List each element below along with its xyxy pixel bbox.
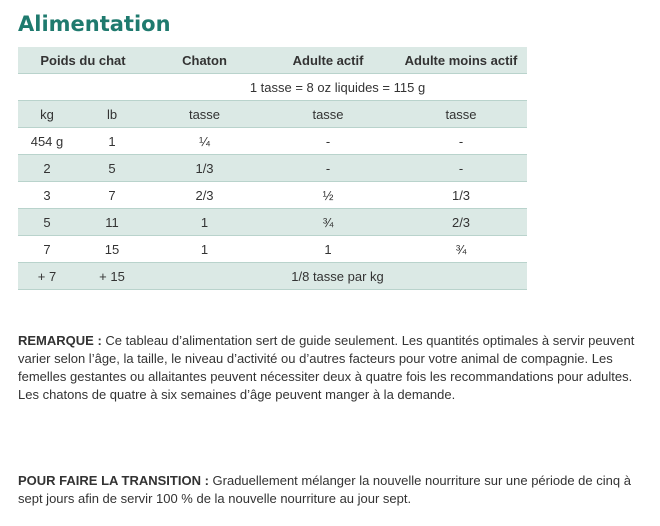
table-row: [18, 209, 527, 236]
cell-active: ¾: [261, 209, 395, 236]
unit-kg: kg: [18, 101, 76, 128]
header-active: Adulte actif: [261, 47, 395, 74]
cell-kg: 5: [18, 209, 76, 236]
cell-active: -: [261, 155, 395, 182]
unit-kitten: tasse: [148, 101, 261, 128]
conversion-note: 1 tasse = 8 oz liquides = 115 g: [148, 74, 527, 101]
remark-paragraph: [18, 332, 648, 404]
table-row: [18, 155, 527, 182]
table-row: [18, 236, 527, 263]
cell-kitten: 1: [148, 209, 261, 236]
cell-less-active: 2/3: [395, 209, 527, 236]
cell-amount-per-kg: 1/8 tasse par kg: [148, 263, 527, 290]
unit-lb: lb: [76, 101, 148, 128]
cell-kg: 2: [18, 155, 76, 182]
cell-less-active: ¾: [395, 236, 527, 263]
header-kitten: Chaton: [148, 47, 261, 74]
table-row: [18, 128, 527, 155]
feeding-table: [18, 47, 527, 290]
cell-less-active: 1/3: [395, 182, 527, 209]
cell-lb: 11: [76, 209, 148, 236]
cell-lb: + 15: [76, 263, 148, 290]
cell-lb: 7: [76, 182, 148, 209]
cell-kg: 3: [18, 182, 76, 209]
cell-lb: 15: [76, 236, 148, 263]
conversion-row: [18, 74, 527, 101]
remark-text: Ce tableau d’alimentation sert de guide seulement. Les quantités optimales à servir peuvent varier selon l’âge, la taille, le niveau d’activité ou d’autres facteurs pour votre animal de compagnie. Les femelles gestantes ou allaitantes peuvent nécessiter deux à quatre fois les recommandations pour adultes. Les chatons de quatre à six semaines d’âge peuvent manger à la demande.: [18, 333, 635, 402]
table-row: [18, 182, 527, 209]
remark-label: REMARQUE :: [18, 333, 102, 348]
cell-active: -: [261, 128, 395, 155]
cell-kitten: ¼: [148, 128, 261, 155]
transition-text: Graduellement mélanger la nouvelle nourriture sur une période de cinq à sept jours afin de servir 100 % de la nouvelle nourriture au jour sept.: [18, 473, 631, 506]
cell-kg: 7: [18, 236, 76, 263]
cell-lb: 5: [76, 155, 148, 182]
cell-kg: 454 g: [18, 128, 76, 155]
cell-active: 1: [261, 236, 395, 263]
units-row: [18, 101, 527, 128]
cell-less-active: -: [395, 128, 527, 155]
header-less-active: Adulte moins actif: [395, 47, 527, 74]
cell-kitten: 2/3: [148, 182, 261, 209]
table-row-over-7kg: [18, 263, 527, 290]
cell-kg: + 7: [18, 263, 76, 290]
unit-less-active: tasse: [395, 101, 527, 128]
cell-kitten: 1: [148, 236, 261, 263]
header-weight: Poids du chat: [18, 47, 148, 74]
unit-active: tasse: [261, 101, 395, 128]
page-title: Alimentation: [18, 12, 171, 36]
cell-active: ½: [261, 182, 395, 209]
cell-less-active: -: [395, 155, 527, 182]
header-row: [18, 47, 527, 74]
cell-kitten: 1/3: [148, 155, 261, 182]
transition-label: POUR FAIRE LA TRANSITION :: [18, 473, 209, 488]
cell-lb: 1: [76, 128, 148, 155]
transition-paragraph: [18, 472, 648, 508]
